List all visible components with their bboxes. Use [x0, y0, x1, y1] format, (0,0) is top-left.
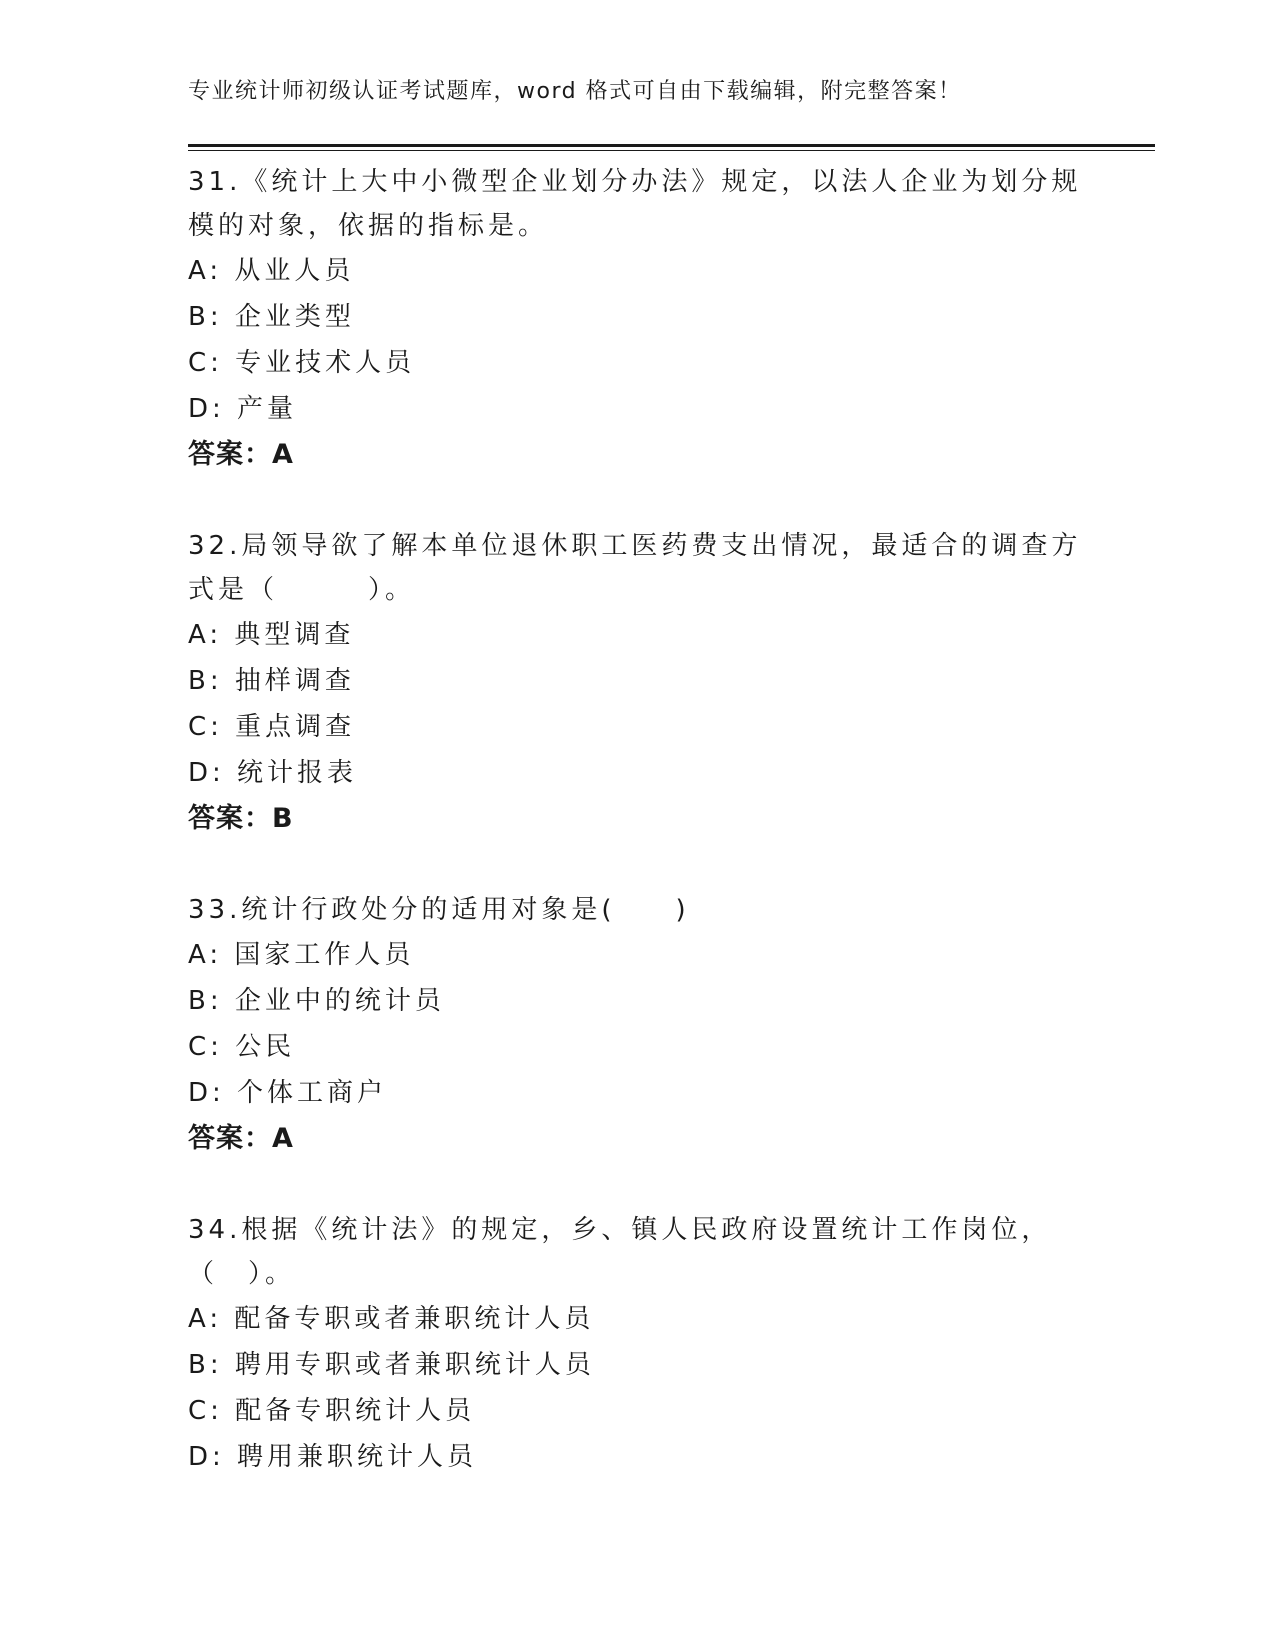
- option-b: B: 企业中的统计员: [188, 986, 445, 1016]
- question-stem: 32.局领导欲了解本单位退休职工医药费支出情况，最适合的调查方式是（ ）。: [188, 531, 1082, 605]
- question-stem: 31.《统计上大中小微型企业划分办法》规定，以法人企业为划分规模的对象，依据的指标是。: [188, 167, 1082, 241]
- option-c: C: 专业技术人员: [188, 348, 416, 378]
- question-stem: 33.统计行政处分的适用对象是( ): [188, 895, 690, 925]
- header-rule-thin: [188, 150, 1155, 151]
- option-a: A: 国家工作人员: [188, 940, 415, 970]
- question-stem: 34.根据《统计法》的规定，乡、镇人民政府设置统计工作岗位，（ ）。: [188, 1215, 1052, 1289]
- option-d: D: 统计报表: [188, 758, 358, 788]
- answer: 答案：B: [188, 803, 294, 834]
- question-33: [188, 888, 1088, 1162]
- page-header: 专业统计师初级认证考试题库，word 格式可自由下载编辑，附完整答案！: [188, 79, 962, 104]
- option-d: D: 产量: [188, 394, 298, 424]
- question-list: [188, 160, 1088, 1526]
- option-a: A: 从业人员: [188, 256, 355, 286]
- question-34: [188, 1208, 1088, 1480]
- option-b: B: 抽样调查: [188, 666, 355, 696]
- question-31: [188, 160, 1088, 478]
- option-b: B: 聘用专职或者兼职统计人员: [188, 1350, 595, 1380]
- question-32: [188, 524, 1088, 842]
- option-c: C: 公民: [188, 1032, 296, 1062]
- option-c: C: 重点调查: [188, 712, 356, 742]
- answer: 答案：A: [188, 439, 294, 470]
- option-d: D: 聘用兼职统计人员: [188, 1442, 478, 1472]
- option-a: A: 配备专职或者兼职统计人员: [188, 1304, 595, 1334]
- option-b: B: 企业类型: [188, 302, 355, 332]
- option-a: A: 典型调查: [188, 620, 355, 650]
- answer: 答案：A: [188, 1123, 294, 1154]
- option-d: D: 个体工商户: [188, 1078, 388, 1108]
- option-c: C: 配备专职统计人员: [188, 1396, 476, 1426]
- header-rule-thick: [188, 144, 1155, 147]
